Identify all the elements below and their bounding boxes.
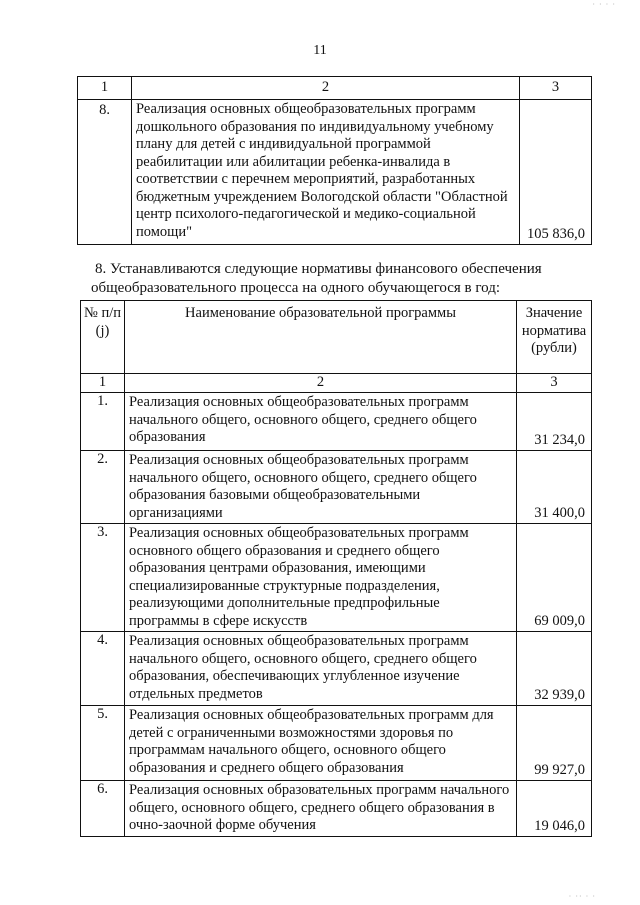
column-header-row	[81, 301, 592, 374]
table-header-row	[78, 77, 592, 100]
page-number: 11	[313, 43, 327, 58]
scan-mark-top: · · · ·	[592, 0, 616, 9]
table-row	[81, 781, 592, 837]
row-number: 6.	[81, 781, 125, 837]
scan-mark-bottom: · ·· · ·	[568, 892, 596, 901]
table-row	[81, 524, 592, 632]
paragraph-8	[91, 260, 595, 298]
table-row	[81, 706, 592, 781]
column-number-2: 2	[125, 374, 517, 393]
norm-value: 105 836,0	[520, 100, 592, 245]
column-number-3: 3	[520, 77, 592, 100]
table-row	[78, 100, 592, 245]
row-number: 1.	[81, 393, 125, 451]
row-number: 3.	[81, 524, 125, 632]
table-row	[81, 632, 592, 706]
column-number-2: 2	[132, 77, 520, 100]
program-name: Реализация основных общеобразовательных программ начального общего, основного общего, среднего общего образования, обеспечивающих углубленное изучение отдельных предметов	[125, 632, 517, 706]
row-number: 8.	[78, 100, 132, 245]
column-number-1: 1	[81, 374, 125, 393]
col-header-name: Наименование образовательной программы	[125, 301, 517, 374]
norm-value: 31 234,0	[517, 393, 592, 451]
column-number-1: 1	[78, 77, 132, 100]
table-row	[81, 451, 592, 524]
column-numbering-row	[81, 374, 592, 393]
table-row	[81, 393, 592, 451]
col-header-number: № п/п (j)	[81, 301, 125, 374]
column-number-3: 3	[517, 374, 592, 393]
program-name: Реализация основных общеобразовательных программ для детей с ограниченными возможностями здоровья по программам начального общего, основного общего образования и среднего общего образования	[125, 706, 517, 781]
standards-table	[80, 300, 592, 837]
col-header-value: Значение норматива (рубли)	[517, 301, 592, 374]
norm-value: 99 927,0	[517, 706, 592, 781]
continued-table	[77, 76, 592, 245]
paragraph-line-1: 8. Устанавливаются следующие нормативы финансового обеспечения	[95, 261, 542, 277]
norm-value: 32 939,0	[517, 632, 592, 706]
program-name: Реализация основных общеобразовательных программ дошкольного образования по индивидуальному учебному плану для детей с индивидуальной программой реабилитации или абилитации ребенка-инвалида в соответствии с перечнем мероприятий, разработанных бюджетным учреждением Вологодской области "Областной центр психолого-педагогической и медико-социальной помощи"	[132, 100, 520, 245]
norm-value: 19 046,0	[517, 781, 592, 837]
program-name: Реализация основных общеобразовательных программ основного общего образования и среднего общего образования центрами образования, имеющими специализированные структурные подразделения, реализующими дополнительные предпрофильные программы в сфере искусств	[125, 524, 517, 632]
row-number: 2.	[81, 451, 125, 524]
paragraph-line-2: общеобразовательного процесса на одного обучающегося в год:	[91, 280, 501, 296]
row-number: 5.	[81, 706, 125, 781]
program-name: Реализация основных образовательных программ начального общего, основного общего, среднего общего образования в очно-заочной форме обучения	[125, 781, 517, 837]
norm-value: 69 009,0	[517, 524, 592, 632]
row-number: 4.	[81, 632, 125, 706]
program-name: Реализация основных общеобразовательных программ начального общего, основного общего, среднего общего образования базовыми общеобразовательными организациями	[125, 451, 517, 524]
norm-value: 31 400,0	[517, 451, 592, 524]
program-name: Реализация основных общеобразовательных программ начального общего, основного общего, среднего общего образования	[125, 393, 517, 451]
